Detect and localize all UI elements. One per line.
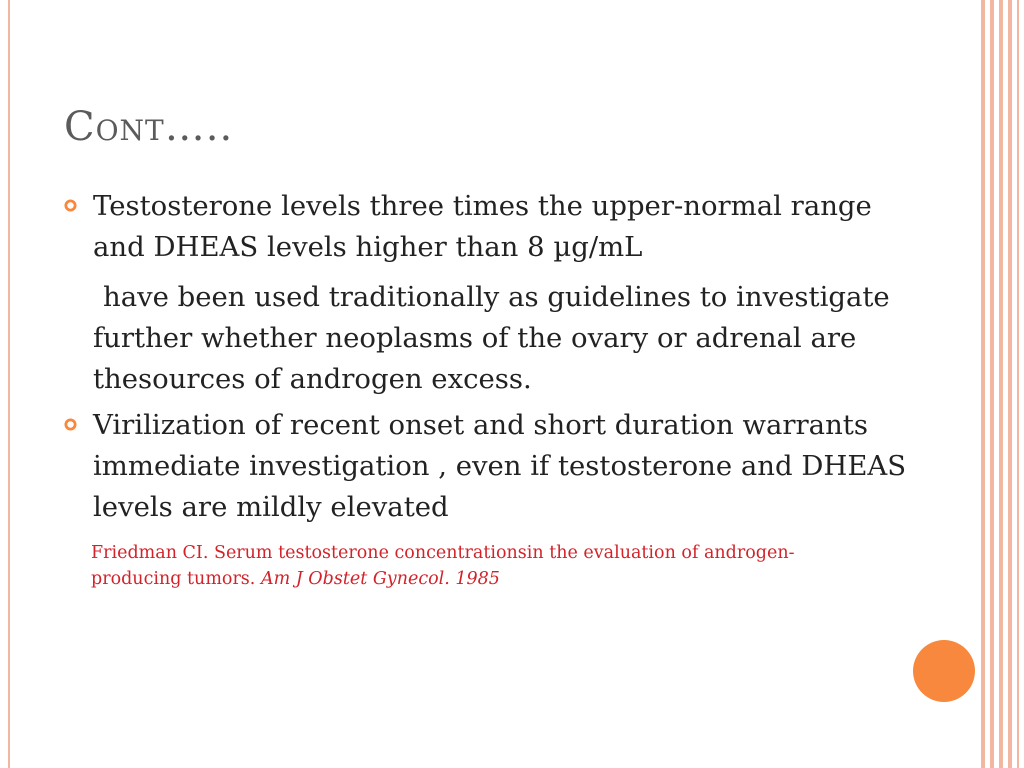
right-frame-stripe-5 (1017, 0, 1019, 768)
accent-circle (913, 640, 975, 702)
reference-text: Friedman CI. Serum testosterone concentrationsin the evaluation of androgen-producing tumors. (91, 543, 795, 589)
bullet-ring-icon (64, 418, 77, 431)
left-frame-line (8, 0, 10, 768)
reference-citation (60, 540, 881, 592)
right-frame-stripe-1 (981, 0, 985, 768)
slide-title: Cont….. (64, 104, 234, 150)
right-frame-stripe-3 (999, 0, 1003, 768)
bullet-item (60, 405, 920, 528)
bullet-continuation: have been used traditionally as guidelines to investigate further whether neoplasms of the ovary or adrenal are thesources of androgen excess. (93, 281, 890, 395)
bullet-text: Testosterone levels three times the upper-normal range and DHEAS levels higher than 8 µg/mL (93, 190, 872, 263)
slide-content (60, 186, 920, 592)
right-frame-stripe-2 (990, 0, 994, 768)
bullet-item (60, 186, 920, 268)
reference-journal: Am J Obstet Gynecol. 1985 (260, 569, 500, 589)
bullet-text: Virilization of recent onset and short duration warrants immediate investigation , even if testosterone and DHEAS levels are mildly elevated (93, 409, 907, 523)
right-frame-stripe-4 (1008, 0, 1012, 768)
bullet-ring-icon (64, 199, 77, 212)
